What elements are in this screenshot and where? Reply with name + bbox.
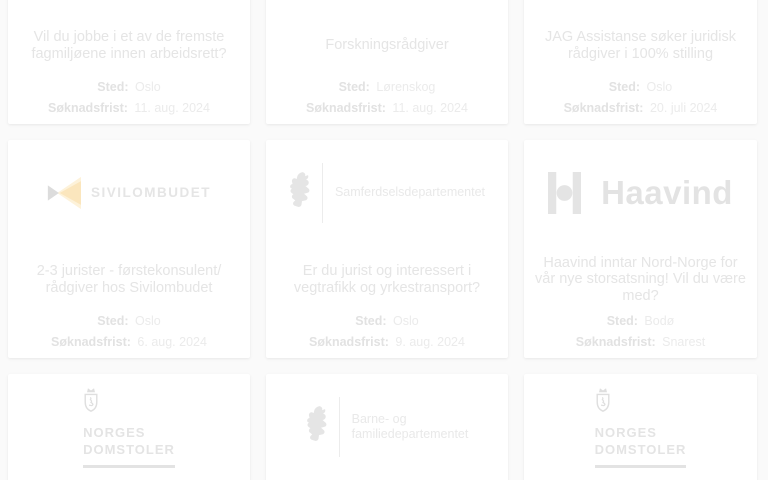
norwegian-lion-icon bbox=[306, 405, 329, 449]
job-title: 2-3 jurister - førstekonsulent/​rådgiver hos Sivilombudet bbox=[36, 263, 222, 296]
job-title: JAG Assistanse søker juridisk rådgiver i 100% stilling bbox=[545, 29, 736, 62]
job-title: Er du jurist og interessert i vegtrafikk og yrkestransport? bbox=[293, 263, 481, 296]
norges-domstoler-underline bbox=[83, 465, 175, 468]
deadline-label: Søknadsfrist: bbox=[51, 335, 131, 349]
job-deadline bbox=[18, 335, 240, 350]
samferdselsdepartementet-logo bbox=[289, 163, 485, 223]
job-card[interactable] bbox=[266, 140, 508, 358]
company-logo-zone bbox=[8, 374, 250, 479]
location-label: Sted: bbox=[97, 314, 129, 328]
norges-domstoler-crest-icon bbox=[83, 386, 99, 418]
location-value: Lørenskog bbox=[376, 80, 436, 94]
company-logo-zone bbox=[8, 0, 250, 11]
location-label: Sted: bbox=[606, 314, 638, 328]
sivilombudet-logo bbox=[47, 173, 211, 213]
haavind-wordmark: Haavind bbox=[601, 173, 733, 211]
logo-divider bbox=[339, 397, 340, 457]
location-value: Oslo bbox=[646, 80, 673, 94]
deadline-label: Søknadsfrist: bbox=[306, 101, 386, 115]
haavind-logo bbox=[548, 172, 733, 214]
location-label: Sted: bbox=[338, 80, 370, 94]
deadline-value: 20. juli 2024 bbox=[649, 101, 718, 115]
job-location bbox=[276, 80, 498, 95]
norges-domstoler-wordmark-line2: DOMSTOLER bbox=[83, 441, 175, 457]
job-title: Haavind inntar Nord-Norge for vår nye storsatsning! Vil du være med? bbox=[535, 254, 746, 304]
company-logo-zone bbox=[524, 0, 757, 11]
deadline-value: 9. aug. 2024 bbox=[395, 335, 465, 349]
job-location bbox=[18, 314, 240, 329]
job-card[interactable] bbox=[524, 374, 757, 480]
job-card[interactable] bbox=[524, 0, 757, 124]
company-logo-zone bbox=[8, 140, 250, 245]
company-logo-zone bbox=[524, 140, 757, 245]
location-value: Oslo bbox=[393, 314, 419, 328]
job-card[interactable] bbox=[8, 374, 250, 480]
department-name bbox=[352, 412, 469, 442]
job-deadline bbox=[276, 335, 498, 350]
department-name-line2: familiedepartementet bbox=[351, 426, 469, 441]
norges-domstoler-wordmark-line2: DOMSTOLER bbox=[594, 441, 687, 457]
sivilombudet-arrows-icon bbox=[47, 173, 81, 213]
job-deadline bbox=[534, 335, 747, 350]
job-location bbox=[18, 80, 240, 95]
job-location bbox=[276, 314, 498, 329]
deadline-label: Søknadsfrist: bbox=[309, 335, 389, 349]
deadline-label: Søknadsfrist: bbox=[563, 101, 644, 115]
job-title: Vil du jobbe i et av de fremste fagmiljøene innen arbeidsrett? bbox=[31, 29, 227, 62]
job-card[interactable] bbox=[524, 140, 757, 358]
location-label: Sted: bbox=[97, 80, 129, 94]
job-deadline bbox=[18, 101, 240, 116]
location-value: Bodø bbox=[644, 314, 675, 328]
norges-domstoler-underline bbox=[595, 465, 687, 468]
job-cards-grid bbox=[8, 0, 757, 480]
company-logo-zone bbox=[266, 374, 508, 479]
deadline-value: 11. aug. 2024 bbox=[392, 101, 468, 115]
location-label: Sted: bbox=[355, 314, 387, 328]
deadline-value: Snarest bbox=[662, 335, 706, 349]
deadline-value: 11. aug. 2024 bbox=[134, 101, 210, 115]
location-value: Oslo bbox=[135, 314, 161, 328]
job-deadline bbox=[534, 101, 747, 116]
location-value: Oslo bbox=[135, 80, 161, 94]
logo-divider bbox=[322, 163, 323, 223]
deadline-label: Søknadsfrist: bbox=[575, 335, 656, 349]
job-card[interactable] bbox=[8, 140, 250, 358]
job-title: Forskningsrådgiver bbox=[325, 37, 449, 54]
haavind-mark-icon bbox=[548, 172, 581, 214]
job-location bbox=[534, 80, 747, 95]
norges-domstoler-crest-icon bbox=[595, 386, 611, 418]
deadline-label: Søknadsfrist: bbox=[48, 101, 128, 115]
company-logo-zone bbox=[524, 374, 757, 479]
norges-domstoler-logo bbox=[83, 386, 175, 468]
norges-domstoler-logo bbox=[595, 386, 687, 468]
job-deadline bbox=[276, 101, 498, 116]
job-card[interactable] bbox=[266, 374, 508, 480]
company-logo-zone bbox=[266, 0, 508, 11]
job-card[interactable] bbox=[266, 0, 508, 124]
job-location bbox=[534, 314, 747, 329]
department-name: Samferdselsdepartementet bbox=[334, 185, 486, 199]
sivilombudet-wordmark: SIVILOMBUDET bbox=[90, 185, 211, 200]
norges-domstoler-wordmark-line1: NORGES bbox=[594, 424, 657, 440]
deadline-value: 6. aug. 2024 bbox=[137, 335, 207, 349]
norges-domstoler-wordmark-line1: NORGES bbox=[83, 424, 146, 440]
norwegian-lion-icon bbox=[289, 171, 312, 215]
job-card[interactable] bbox=[8, 0, 250, 124]
barne-og-familiedepartementet-logo bbox=[306, 397, 469, 457]
company-logo-zone bbox=[266, 140, 508, 245]
location-label: Sted: bbox=[608, 80, 641, 94]
department-name-line1: Barne- og bbox=[351, 411, 407, 426]
